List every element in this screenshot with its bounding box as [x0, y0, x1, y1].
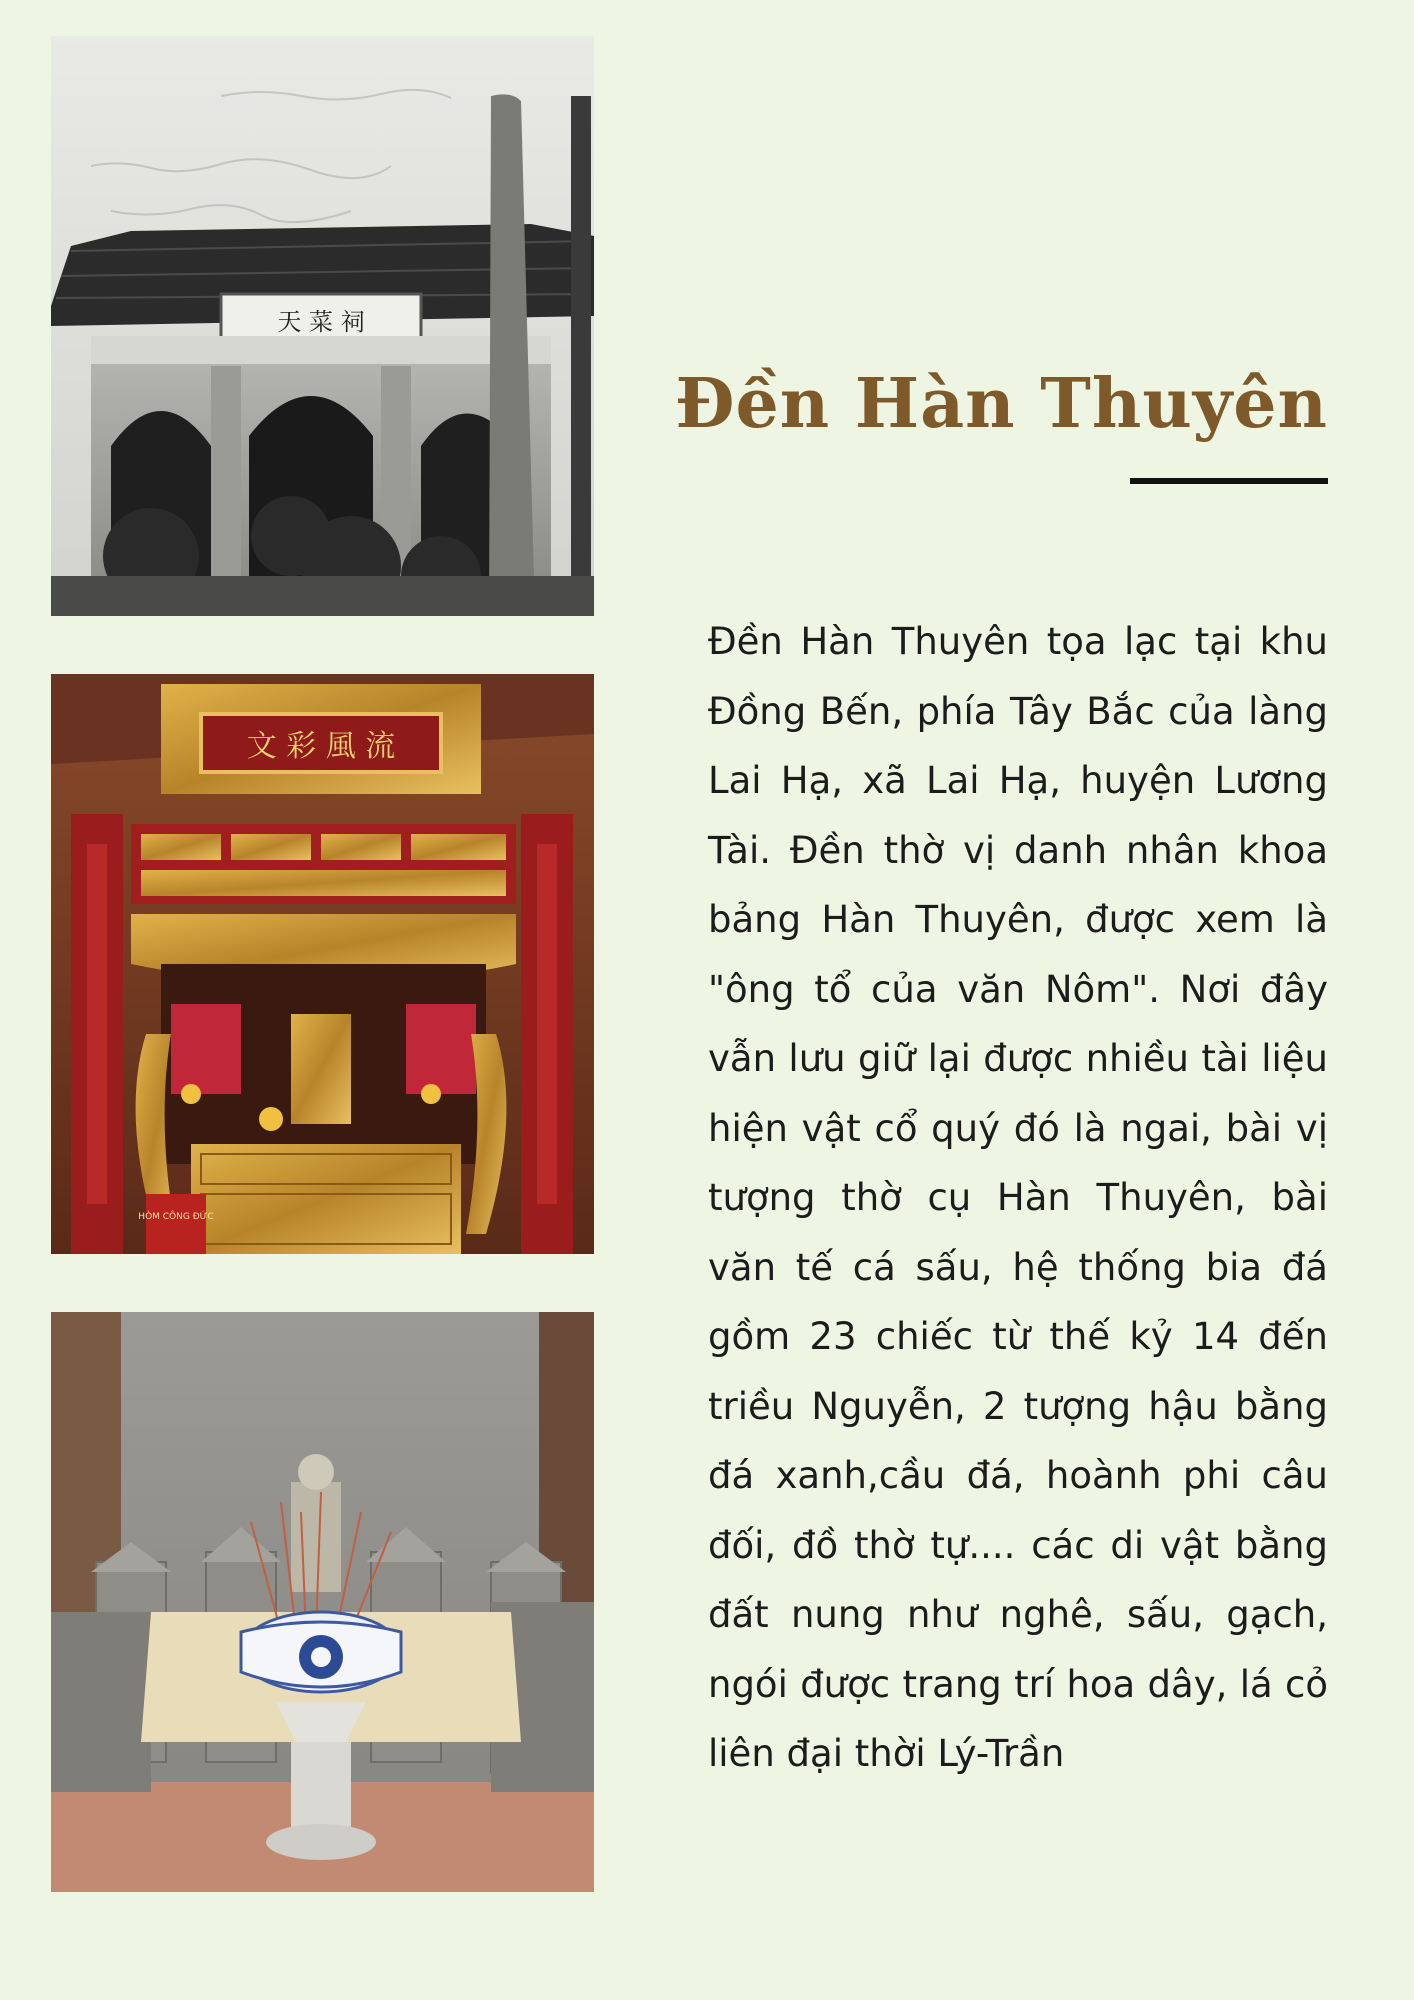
title-divider — [1130, 478, 1328, 484]
page-title: Đền Hàn Thuyên — [675, 363, 1328, 444]
temple-sign-text: 天 菜 祠 — [277, 308, 365, 336]
steles-incense-photo — [51, 1312, 594, 1892]
altar-plaque-text: 文 彩 風 流 — [246, 729, 396, 764]
donation-box-text: HÒM CÔNG ĐỨC — [138, 1212, 214, 1222]
historic-temple-photo — [51, 36, 594, 616]
altar-photo — [51, 674, 594, 1254]
body-paragraph: Đền Hàn Thuyên tọa lạc tại khu Đồng Bến, phía Tây Bắc của làng Lai Hạ, xã Lai Hạ, huyện Lương Tài. Đền thờ vị danh nhân khoa bảng Hàn Thuyên, được xem là "ông tổ của văn Nôm". Nơi đây vẫn lưu giữ lại được nhiều tài liệu hiện vật cổ quý đó là ngai, bài vị tượng thờ cụ Hàn Thuyên, bài văn tế cá sấu, hệ thống bia đá gồm 23 chiếc từ thế kỷ 14 đến triều Nguyễn, 2 tượng hậu bằng đá xanh,cầu đá, hoành phi câu đối, đồ thờ tự.... các di vật bằng đất nung như nghê, sấu, gạch, ngói được trang trí hoa dây, lá cỏ liên đại thời Lý-Trần — [708, 620, 1328, 1775]
